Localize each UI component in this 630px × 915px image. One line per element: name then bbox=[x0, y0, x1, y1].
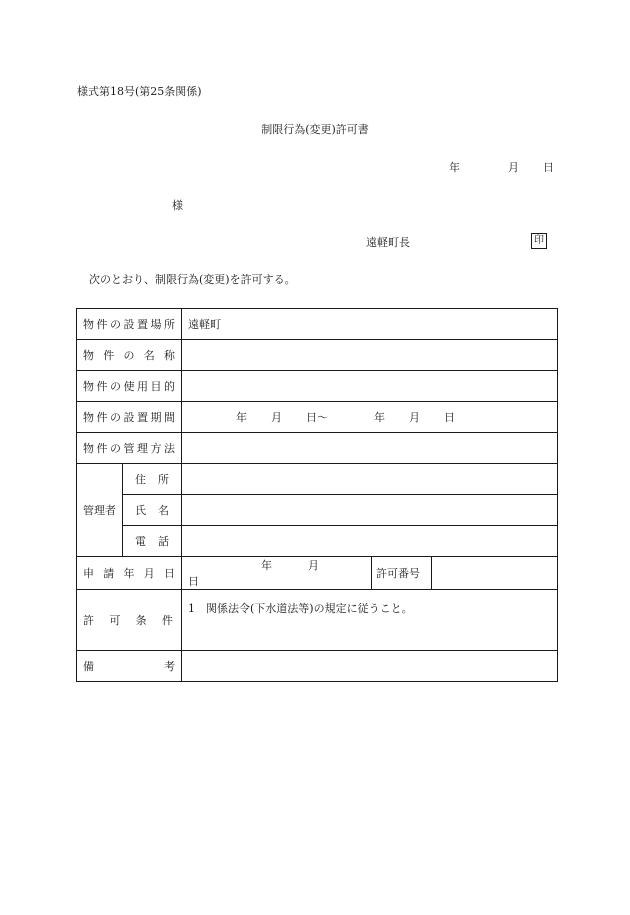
period-value: 年 月 日〜 年 月 日 bbox=[182, 402, 558, 433]
remarks-value bbox=[182, 651, 558, 682]
person-name-value bbox=[182, 495, 558, 526]
remarks-label: 備考 bbox=[77, 651, 182, 682]
method-value bbox=[182, 433, 558, 464]
name-label: 物件の名称 bbox=[77, 340, 182, 371]
table-row bbox=[77, 651, 558, 682]
manager-label: 管理者 bbox=[77, 464, 123, 557]
document-title: 制限行為(変更)許可書 bbox=[261, 123, 369, 136]
address-value bbox=[182, 464, 558, 495]
application-date-label: 申請年月日 bbox=[77, 557, 182, 590]
table-row bbox=[77, 309, 558, 340]
name-value bbox=[182, 340, 558, 371]
purpose-label: 物件の使用目的 bbox=[77, 371, 182, 402]
table-row bbox=[77, 526, 558, 557]
conditions-value: 1 関係法令(下水道法等)の規定に従うこと。 bbox=[182, 590, 558, 651]
permit-form-table bbox=[76, 308, 558, 682]
purpose-value bbox=[182, 371, 558, 402]
issue-day-label: 日 bbox=[543, 161, 554, 174]
form-number: 様式第18号(第25条関係) bbox=[77, 85, 202, 98]
table-row bbox=[77, 495, 558, 526]
table-row bbox=[77, 402, 558, 433]
permit-number-label: 許可番号 bbox=[372, 557, 432, 590]
person-name-label: 氏名 bbox=[123, 495, 182, 526]
conditions-label: 許可条件 bbox=[77, 590, 182, 651]
application-date-value: 年 月日 bbox=[182, 557, 372, 590]
address-label: 住所 bbox=[123, 464, 182, 495]
location-label: 物件の設置場所 bbox=[77, 309, 182, 340]
phone-value bbox=[182, 526, 558, 557]
table-row bbox=[77, 590, 558, 651]
table-row bbox=[77, 371, 558, 402]
permit-statement: 次のとおり、制限行為(変更)を許可する。 bbox=[89, 273, 296, 286]
addressee-suffix: 様 bbox=[172, 199, 183, 212]
issuer-name: 遠軽町長 bbox=[366, 236, 410, 249]
table-row bbox=[77, 340, 558, 371]
issue-month-label: 月 bbox=[508, 161, 519, 174]
table-row bbox=[77, 464, 558, 495]
permit-number-value bbox=[432, 557, 558, 590]
seal-mark: 印 bbox=[531, 233, 547, 249]
phone-label: 電話 bbox=[123, 526, 182, 557]
table-row bbox=[77, 557, 558, 590]
method-label: 物件の管理方法 bbox=[77, 433, 182, 464]
location-value: 遠軽町 bbox=[182, 309, 558, 340]
issue-year-label: 年 bbox=[449, 161, 460, 174]
table-row bbox=[77, 433, 558, 464]
issue-date bbox=[449, 162, 554, 173]
period-label: 物件の設置期間 bbox=[77, 402, 182, 433]
